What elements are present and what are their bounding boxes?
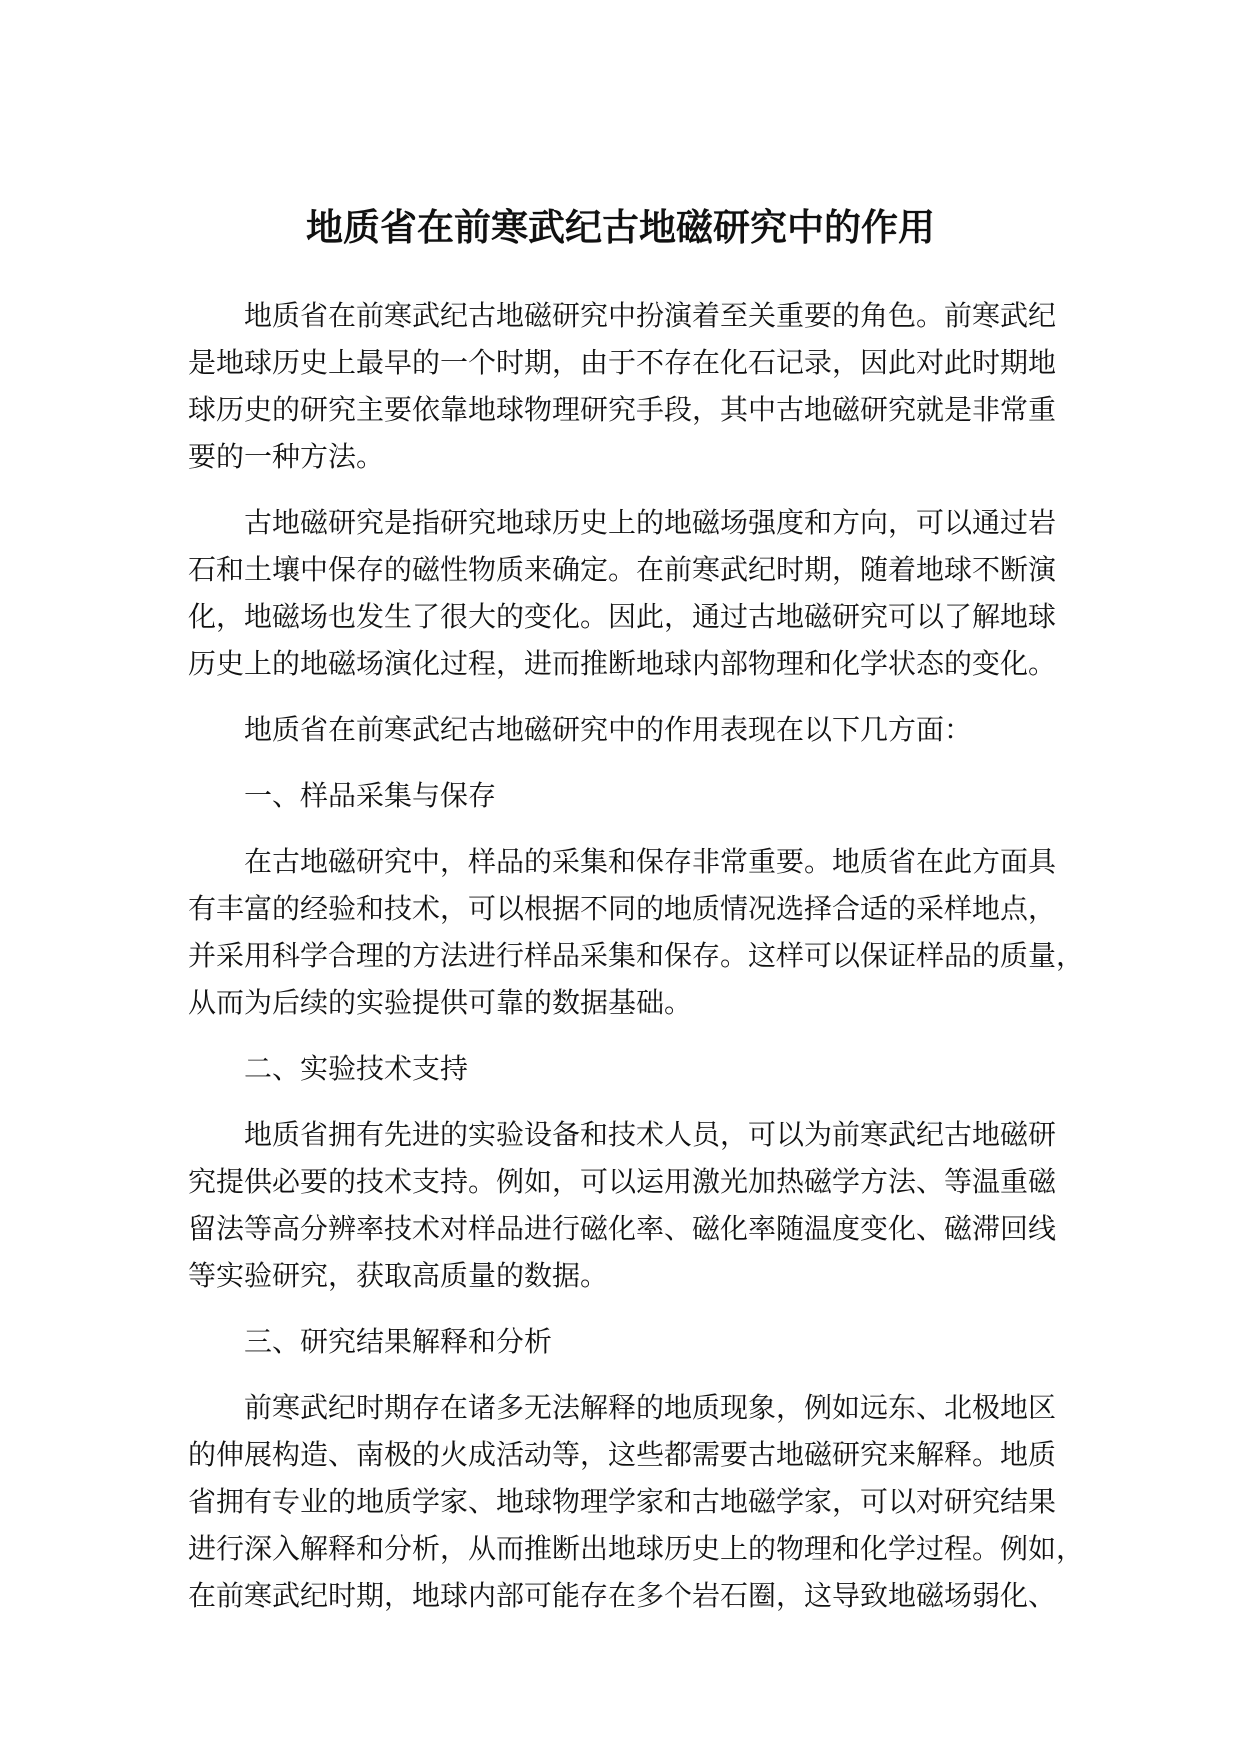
text-line: 省拥有专业的地质学家、地球物理学家和古地磁学家，可以对研究结果 [188, 1485, 1057, 1518]
paragraph-definition [188, 499, 1056, 687]
paragraph-overview [188, 706, 1056, 753]
section-heading: 三、研究结果解释和分析 [244, 1325, 553, 1358]
text-line: 石和土壤中保存的磁性物质来确定。在前寒武纪时期，随着地球不断演 [188, 553, 1057, 586]
section-heading: 二、实验技术支持 [244, 1052, 469, 1085]
section-heading-sampling [188, 772, 1056, 819]
text-line: 留法等高分辨率技术对样品进行磁化率、磁化率随温度变化、磁滞回线 [188, 1212, 1057, 1245]
text-line: 有丰富的经验和技术，可以根据不同的地质情况选择合适的采样地点， [188, 892, 1057, 925]
text-line: 球历史的研究主要依靠地球物理研究手段，其中古地磁研究就是非常重 [188, 393, 1057, 426]
paragraph-techniques [188, 1111, 1056, 1299]
text-line: 在前寒武纪时期，地球内部可能存在多个岩石圈，这导致地磁场弱化、 [188, 1579, 1057, 1612]
text-line: 地质省拥有先进的实验设备和技术人员，可以为前寒武纪古地磁研 [244, 1118, 1057, 1151]
text-line: 是地球历史上最早的一个时期，由于不存在化石记录，因此对此时期地 [188, 346, 1057, 379]
paragraph-analysis [188, 1384, 1085, 1619]
text-line: 历史上的地磁场演化过程，进而推断地球内部物理和化学状态的变化。 [188, 647, 1057, 680]
text-line: 的伸展构造、南极的火成活动等，这些都需要古地磁研究来解释。地质 [188, 1438, 1057, 1471]
text-line: 古地磁研究是指研究地球历史上的地磁场强度和方向，可以通过岩 [244, 506, 1057, 539]
document-body [188, 292, 1085, 1638]
text-line: 从而为后续的实验提供可靠的数据基础。 [188, 986, 693, 1019]
section-heading: 一、样品采集与保存 [244, 779, 497, 812]
text-line: 化，地磁场也发生了很大的变化。因此，通过古地磁研究可以了解地球 [188, 600, 1057, 633]
text-line: 地质省在前寒武纪古地磁研究中的作用表现在以下几方面： [244, 713, 973, 746]
paragraph-sampling [188, 838, 1085, 1026]
text-line: 前寒武纪时期存在诸多无法解释的地质现象，例如远东、北极地区 [244, 1391, 1057, 1424]
text-line: 在古地磁研究中，样品的采集和保存非常重要。地质省在此方面具 [244, 845, 1057, 878]
section-heading-techniques [188, 1045, 1056, 1092]
text-line: 进行深入解释和分析，从而推断出地球历史上的物理和化学过程。例如， [188, 1532, 1085, 1565]
text-line: 等实验研究，获取高质量的数据。 [188, 1259, 609, 1292]
section-heading-analysis [188, 1318, 1056, 1365]
text-line: 并采用科学合理的方法进行样品采集和保存。这样可以保证样品的质量， [188, 939, 1085, 972]
text-line: 要的一种方法。 [188, 440, 385, 473]
text-line: 究提供必要的技术支持。例如，可以运用激光加热磁学方法、等温重磁 [188, 1165, 1057, 1198]
paragraph-intro [188, 292, 1056, 480]
text-line: 地质省在前寒武纪古地磁研究中扮演着至关重要的角色。前寒武纪 [244, 299, 1057, 332]
document-title: 地质省在前寒武纪古地磁研究中的作用 [306, 205, 935, 249]
